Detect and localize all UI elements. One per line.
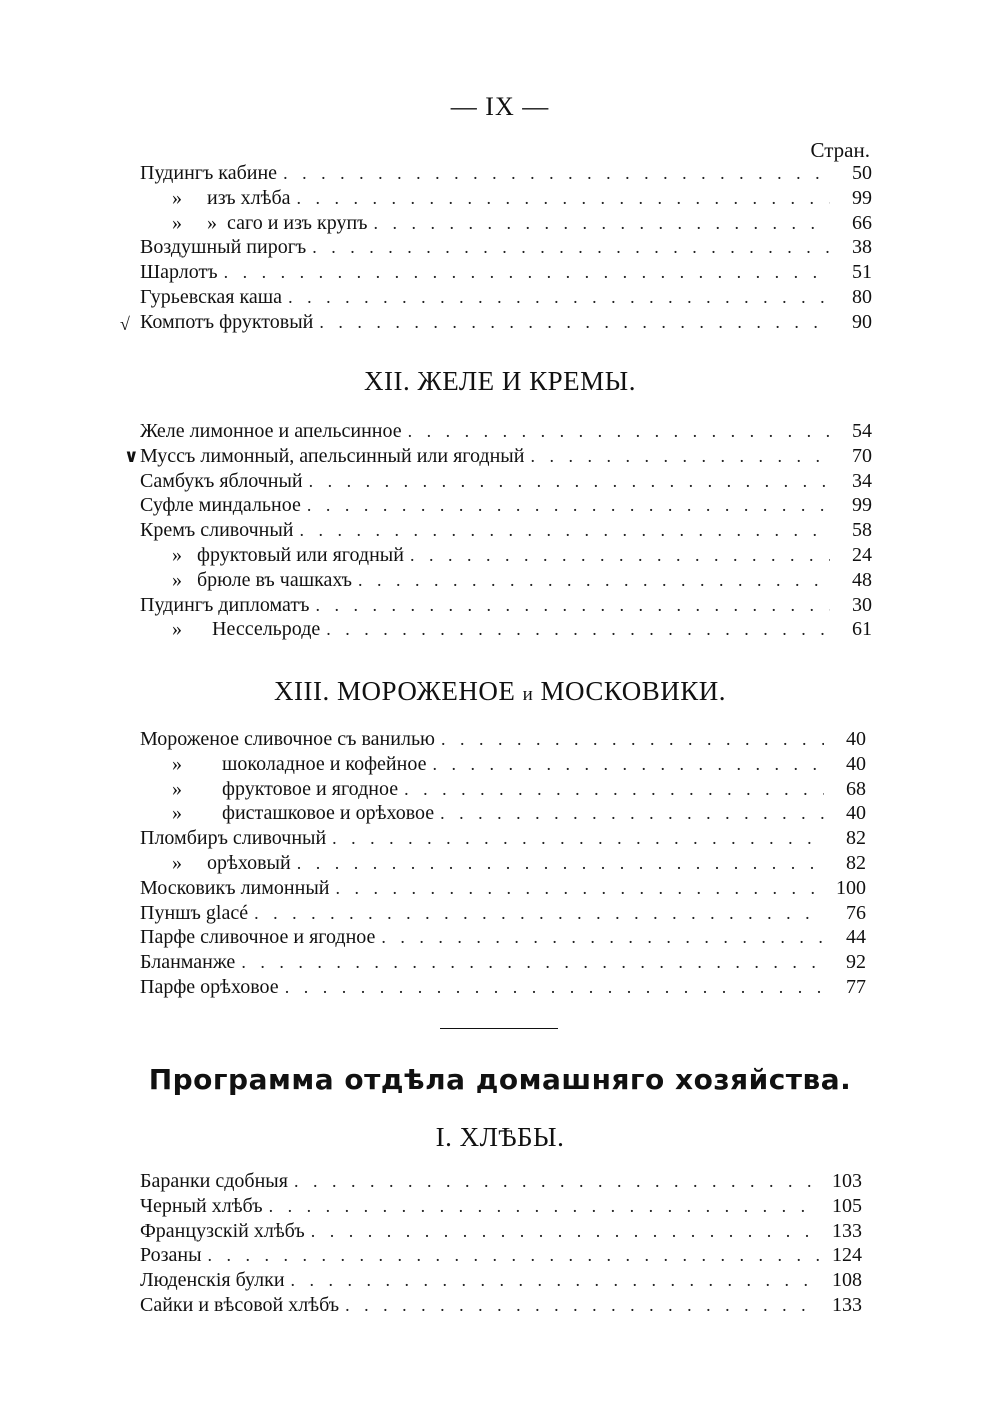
- toc-entry: [140, 778, 866, 803]
- leader-dots: [315, 595, 830, 616]
- leader-dots: [269, 1196, 820, 1217]
- toc-entry: [140, 1170, 862, 1195]
- leader-dots: [291, 1270, 820, 1291]
- toc-entry-page: 40: [846, 728, 866, 750]
- toc-entry-page: 51: [852, 261, 872, 284]
- leader-dots: [311, 1221, 820, 1242]
- toc-entry-page: 38: [852, 236, 872, 259]
- section-xiii-title-start: XIII. МОРОЖЕНОЕ: [274, 676, 523, 706]
- toc-entry-page: 66: [852, 211, 872, 234]
- toc-entry-page: 40: [846, 752, 866, 775]
- toc-entry-title: Французскій хлѣбъ: [140, 1219, 305, 1242]
- toc-entry: [140, 827, 866, 852]
- toc-entry-title: Розаны: [140, 1244, 202, 1267]
- toc-entry-page: 133: [832, 1219, 862, 1242]
- toc-entry: [140, 594, 872, 619]
- toc-entry-page: 100: [836, 876, 866, 899]
- toc-entry-title: Воздушный пирогъ: [140, 236, 307, 259]
- toc-entry: [140, 753, 866, 778]
- toc-entry: [140, 1195, 862, 1220]
- toc-entry-title: Самбукъ яблочный: [140, 469, 303, 492]
- toc-entry: [140, 236, 872, 261]
- leader-dots: [297, 188, 831, 209]
- toc-entry: [140, 212, 872, 237]
- toc-entry-page: 80: [852, 285, 872, 308]
- toc-section-xi: [140, 162, 872, 336]
- toc-entry-title: Парфе сливочное и ягодное: [140, 926, 376, 949]
- toc-entry-title: » фисташковое и орѣховое: [172, 802, 435, 825]
- toc-entry-page: 44: [846, 926, 866, 949]
- toc-entry: [140, 544, 872, 569]
- toc-entry-title: » » саго и изъ крупъ: [172, 211, 368, 234]
- section-xiii-title-conj: и: [522, 684, 534, 705]
- toc-entry-title: Кремъ сливочный: [140, 519, 294, 542]
- leader-dots: [294, 1171, 820, 1192]
- toc-entry: [140, 420, 872, 445]
- section-xii-title: XII. ЖЕЛЕ И КРЕМЫ.: [364, 366, 636, 396]
- leader-dots: [288, 287, 830, 308]
- toc-entry-title: Люденскія булки: [140, 1269, 285, 1292]
- leader-dots: [432, 754, 824, 775]
- leader-dots: [285, 977, 824, 998]
- toc-entry-page: 77: [846, 975, 866, 998]
- leader-dots: [208, 1245, 820, 1266]
- toc-entry-title: Компотъ фруктовый: [140, 310, 314, 333]
- toc-entry-title: Мороженое сливочное съ ванилью: [140, 728, 435, 750]
- toc-entry-title: Парфе орѣховое: [140, 975, 279, 998]
- toc-entry: [140, 926, 866, 951]
- toc-entry-page: 82: [846, 827, 866, 850]
- toc-entry-title: » фруктовое и ягодное: [172, 777, 399, 800]
- toc-entry-page: 133: [832, 1293, 862, 1316]
- toc-entry-page: 99: [852, 186, 872, 209]
- toc-entry: [140, 852, 866, 877]
- toc-entry-title: Пудингъ дипломатъ: [140, 593, 310, 616]
- toc-entry-page: 48: [852, 568, 872, 591]
- page-number: — IX —: [450, 92, 550, 121]
- page-column-header: Стран.: [810, 138, 870, 162]
- toc-entry: [140, 1220, 862, 1245]
- toc-entry: [140, 569, 872, 594]
- toc-entry: [140, 1294, 862, 1319]
- toc-entry-page: 105: [832, 1194, 862, 1217]
- toc-section-xiii: [140, 728, 866, 1001]
- leader-dots: [404, 779, 824, 800]
- toc-entry-title: Сайки и вѣсовой хлѣбъ: [140, 1293, 340, 1316]
- leader-dots: [381, 927, 824, 948]
- toc-entry: [140, 728, 866, 753]
- toc-entry: [140, 162, 872, 187]
- leader-dots: [358, 570, 830, 591]
- leader-dots: [297, 853, 824, 874]
- toc-entry: [140, 470, 872, 495]
- toc-entry-page: 24: [852, 543, 872, 566]
- toc-entry: [140, 951, 866, 976]
- handwritten-check-mark: ∨: [124, 446, 139, 466]
- leader-dots: [410, 545, 830, 566]
- section-xiii-title: [0, 676, 1000, 707]
- toc-entry: [140, 286, 872, 311]
- toc-entry-page: 58: [852, 519, 872, 542]
- toc-entry: [140, 902, 866, 927]
- toc-entry-page: 90: [852, 310, 872, 333]
- toc-entry: [140, 261, 872, 286]
- toc-entry: [140, 802, 866, 827]
- leader-dots: [374, 213, 830, 234]
- toc-entry-title: » фруктовый или ягодный: [172, 543, 404, 566]
- leader-dots: [440, 803, 824, 824]
- toc-entry: [140, 311, 872, 336]
- toc-entry-title: » орѣховый: [172, 851, 291, 874]
- toc-entry-title: Пуншъ glacé: [140, 901, 249, 924]
- leader-dots: [441, 729, 824, 750]
- toc-entry: [140, 187, 872, 212]
- toc-entry: [140, 519, 872, 544]
- leader-dots: [312, 237, 830, 258]
- toc-entry-page: 68: [846, 777, 866, 800]
- leader-dots: [530, 446, 830, 467]
- toc-entry: [140, 445, 872, 470]
- leader-dots: [408, 421, 830, 442]
- toc-entry-page: 82: [846, 851, 866, 874]
- leader-dots: [319, 312, 830, 333]
- program-title: Программа отдѣла домашняго хозяйства.: [148, 1063, 852, 1096]
- toc-entry-page: 70: [852, 444, 872, 467]
- toc-entry: [140, 1269, 862, 1294]
- toc-entry-page: 124: [832, 1244, 862, 1267]
- toc-entry: [140, 618, 872, 643]
- leader-dots: [345, 1295, 820, 1316]
- leader-dots: [299, 520, 830, 541]
- toc-entry-page: 50: [852, 162, 872, 184]
- toc-entry: [140, 1244, 862, 1269]
- leader-dots: [332, 828, 824, 849]
- toc-entry-page: 61: [852, 618, 872, 641]
- toc-entry: [140, 877, 866, 902]
- toc-entry-title: Желе лимонное и апельсинное: [140, 420, 402, 442]
- handwritten-check-mark: √: [120, 314, 130, 334]
- toc-entry-title: Баранки сдобныя: [140, 1170, 288, 1192]
- toc-entry-page: 99: [852, 494, 872, 517]
- toc-entry-title: Пудингъ кабинe: [140, 162, 278, 184]
- leader-dots: [309, 471, 830, 492]
- toc-program-breads: [140, 1170, 862, 1319]
- toc-entry-page: 30: [852, 593, 872, 616]
- leader-dots: [254, 903, 824, 924]
- toc-entry-title: Гурьевская каша: [140, 285, 283, 308]
- leader-dots: [326, 619, 830, 640]
- toc-section-xii: [140, 420, 872, 643]
- toc-entry-page: 92: [846, 951, 866, 974]
- toc-entry-page: 108: [832, 1269, 862, 1292]
- toc-entry-title: » брюле въ чашкахъ: [172, 568, 352, 591]
- toc-entry-page: 76: [846, 901, 866, 924]
- toc-entry-title: » Нессельроде: [172, 618, 321, 641]
- toc-entry-page: 54: [852, 420, 872, 442]
- toc-entry-title: Черный хлѣбъ: [140, 1194, 263, 1217]
- toc-entry-title: Пломбиръ сливочный: [140, 827, 327, 850]
- leader-dots: [307, 495, 830, 516]
- leader-dots: [241, 952, 824, 973]
- toc-entry-title: Шарлотъ: [140, 261, 218, 284]
- toc-entry-page: 34: [852, 469, 872, 492]
- toc-entry: [140, 976, 866, 1001]
- toc-entry-page: 40: [846, 802, 866, 825]
- section-xiii-title-end: МОСКОВИКИ.: [533, 676, 726, 706]
- leader-dots: [335, 878, 824, 899]
- section-i-title: I. ХЛѢБЫ.: [435, 1122, 565, 1152]
- leader-dots: [283, 163, 830, 184]
- toc-entry-title: Суфле миндальное: [140, 494, 301, 517]
- leader-dots: [224, 262, 830, 283]
- toc-entry-page: 103: [832, 1170, 862, 1192]
- toc-entry-title: Бланманже: [140, 951, 236, 974]
- toc-entry-title: Московикъ лимонный: [140, 876, 330, 899]
- section-divider: [440, 1028, 558, 1029]
- toc-entry: [140, 494, 872, 519]
- toc-entry-title: Муссъ лимонный, апельсинный или ягодный: [140, 444, 525, 467]
- toc-entry-title: » изъ хлѣба: [172, 186, 291, 209]
- toc-entry-title: » шоколадное и кофейное: [172, 752, 427, 775]
